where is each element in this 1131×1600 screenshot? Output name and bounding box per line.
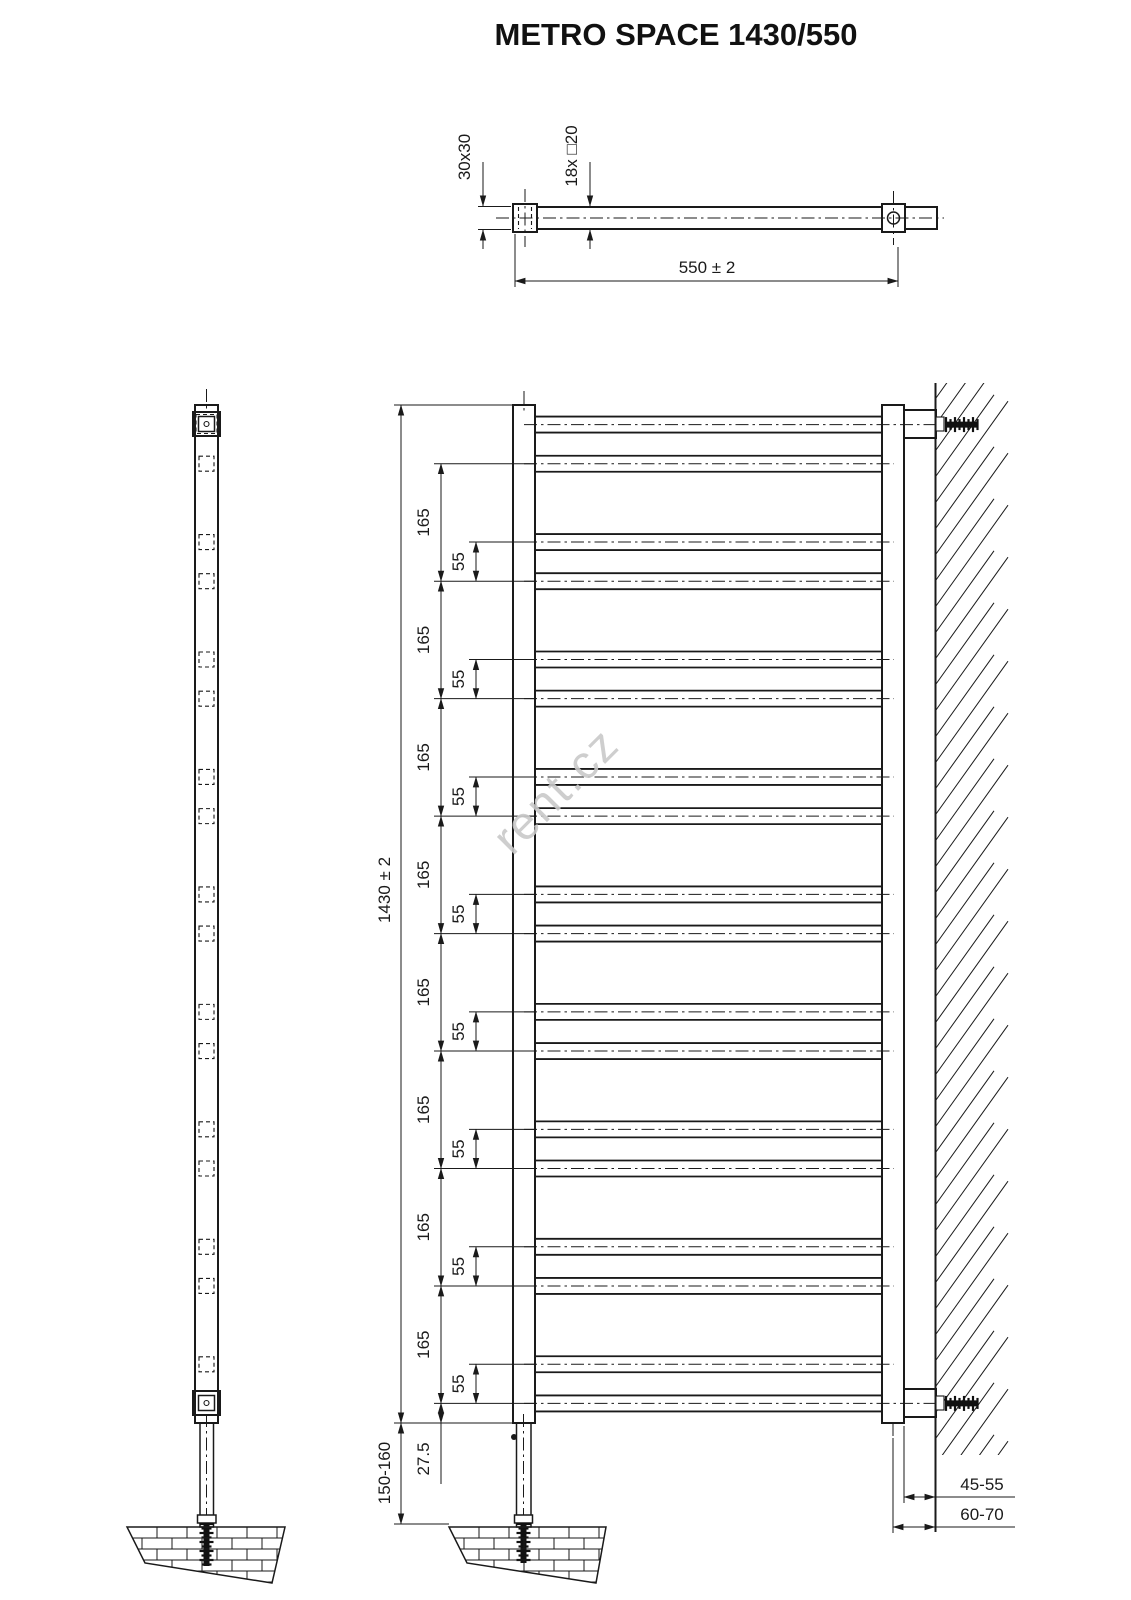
- top-view: [455, 125, 944, 287]
- hatch-line: [936, 1025, 1008, 1126]
- front-view: [419, 391, 978, 1593]
- dim-chain-55: [449, 542, 535, 1403]
- dim-pair-spacing: 55: [449, 787, 468, 806]
- hatch-line: [936, 395, 994, 476]
- rung-cross-section: [199, 1122, 214, 1137]
- hatch-line: [936, 869, 1008, 970]
- leg-foot-nut: [198, 1515, 217, 1523]
- wall-hatch: [936, 297, 1008, 1542]
- hatch-line: [936, 499, 994, 580]
- rung-cross-section: [199, 1004, 214, 1019]
- hatch-line: [936, 759, 994, 840]
- hatch-line: [936, 1383, 994, 1464]
- leg-set-screw: [511, 1434, 517, 1440]
- dim-rung-pitch: 165: [414, 743, 433, 772]
- hatch-line: [936, 661, 1008, 762]
- rung: [524, 1395, 978, 1411]
- rung: [524, 1278, 894, 1294]
- hatch-line: [936, 1019, 994, 1100]
- hatch-line: [936, 765, 1008, 866]
- vertical-tube-side: [195, 405, 218, 1423]
- dim-tube-profile: 30x30: [455, 133, 474, 181]
- hatch-line: [936, 447, 994, 528]
- dim-wall-to-axis: 60-70: [960, 1505, 1004, 1524]
- rung-cross-section: [199, 1278, 214, 1293]
- hatch-line: [936, 921, 1008, 1022]
- hatch-line: [936, 915, 994, 996]
- rung-cross-section: [199, 926, 214, 941]
- side-view: [97, 389, 310, 1593]
- dim-bottom-offset: 27.5: [414, 1442, 433, 1476]
- hatch-line: [936, 401, 1008, 502]
- hatch-line: [936, 967, 994, 1048]
- dim-height: 1430 ± 2: [375, 856, 394, 924]
- dim-rung-pitch: 165: [414, 978, 433, 1007]
- left-vertical-tube: [513, 405, 535, 1423]
- rung-cross-section: [199, 1044, 214, 1059]
- rung-cross-section: [199, 456, 214, 471]
- watermark: rent.cz: [481, 716, 629, 864]
- rung: [524, 1161, 894, 1177]
- dim-rung-pitch: 165: [414, 1095, 433, 1124]
- rung-cross-section: [199, 809, 214, 824]
- hatch-line: [936, 349, 1008, 450]
- dim-pair-spacing: 55: [449, 1374, 468, 1394]
- dim-rung-pitch: 165: [414, 625, 433, 655]
- right-vertical-tube: [882, 405, 904, 1423]
- leg-foot-nut: [515, 1515, 533, 1523]
- rung: [524, 1004, 894, 1020]
- rung-cross-section: [199, 1239, 214, 1254]
- rung: [524, 417, 978, 433]
- hatch-line: [936, 1337, 1008, 1438]
- hatch-line: [936, 655, 994, 736]
- hatch-line: [936, 707, 994, 788]
- hatch-line: [936, 1123, 994, 1204]
- hatch-line: [936, 973, 1008, 1074]
- dim-pair-spacing: 55: [449, 904, 468, 924]
- dim-rung-pitch: 165: [414, 508, 433, 537]
- hatch-line: [936, 603, 994, 684]
- hatch-line: [936, 863, 994, 944]
- bottom-bracket-cap: [193, 1391, 220, 1415]
- hatch-line: [936, 1227, 994, 1308]
- top-bracket-cap: [193, 412, 220, 436]
- hatch-line: [936, 1077, 1008, 1178]
- top-wall-bracket: [904, 410, 936, 438]
- hatch-line: [936, 1279, 994, 1360]
- rung: [524, 1121, 894, 1137]
- rung: [524, 886, 894, 902]
- hatch-line: [936, 713, 1008, 814]
- dim-pair-spacing: 55: [449, 552, 468, 572]
- hatch-line: [936, 1129, 1008, 1230]
- dim-rung-pitch: 165: [414, 860, 433, 890]
- rung-cross-section: [199, 769, 214, 784]
- hatch-line: [936, 505, 1008, 606]
- rung-cross-section: [199, 652, 214, 667]
- screw-hole: [204, 422, 209, 427]
- hatch-line: [936, 1071, 994, 1152]
- hatch-line: [936, 811, 994, 892]
- dim-width: 550 ± 2: [678, 258, 736, 277]
- hatch-line: [936, 1285, 1008, 1386]
- wall-anchor-screw: [945, 1396, 978, 1411]
- hatch-line: [936, 817, 1008, 918]
- rung-cross-section: [199, 1357, 214, 1372]
- screw-hole: [204, 1401, 209, 1406]
- hatch-line: [936, 1175, 994, 1256]
- rung: [524, 926, 894, 942]
- rung: [524, 691, 894, 707]
- rung-cross-section: [199, 1161, 214, 1176]
- wall-section: [936, 297, 1009, 1542]
- rungs: [524, 417, 978, 1412]
- dim-rung-pitch: 165: [414, 1213, 433, 1242]
- rung-cross-sections: [199, 456, 214, 1372]
- dim-pair-spacing: 55: [449, 1139, 468, 1159]
- hatch-line: [936, 1233, 1008, 1334]
- dim-pair-spacing: 55: [449, 1256, 468, 1276]
- drawing-title: METRO SPACE 1430/550: [494, 17, 858, 52]
- rung-cross-section: [199, 574, 214, 589]
- hatch-line: [936, 297, 1008, 398]
- rung: [524, 1356, 894, 1372]
- dim-chain-165: [414, 464, 535, 1404]
- hatch-line: [936, 453, 1008, 554]
- rung: [524, 652, 894, 668]
- hatch-line: [936, 343, 994, 424]
- dim-rung-spec: 18x □20: [562, 125, 581, 187]
- rung-cross-section: [199, 535, 214, 550]
- wall-anchor-screw: [945, 417, 978, 432]
- rung: [524, 534, 894, 550]
- dim-leg-height: 150-160: [375, 1441, 394, 1505]
- hatch-line: [936, 1181, 1008, 1282]
- rung-cross-section: [199, 887, 214, 902]
- dim-pair-spacing: 55: [449, 1022, 468, 1041]
- anchor-sleeve: [936, 417, 944, 431]
- rung: [524, 808, 894, 824]
- rung: [524, 573, 894, 589]
- hatch-line: [936, 551, 994, 632]
- dim-rung-pitch: 165: [414, 1330, 433, 1359]
- dim-wall-to-tube: 45-55: [960, 1475, 1004, 1494]
- anchor-sleeve: [936, 1396, 944, 1410]
- hatch-line: [936, 609, 1008, 710]
- hatch-line: [936, 557, 1008, 658]
- rung: [524, 1043, 894, 1059]
- rung: [524, 456, 894, 472]
- rung: [524, 1239, 894, 1255]
- dim-pair-spacing: 55: [449, 669, 468, 689]
- rung-cross-section: [199, 691, 214, 706]
